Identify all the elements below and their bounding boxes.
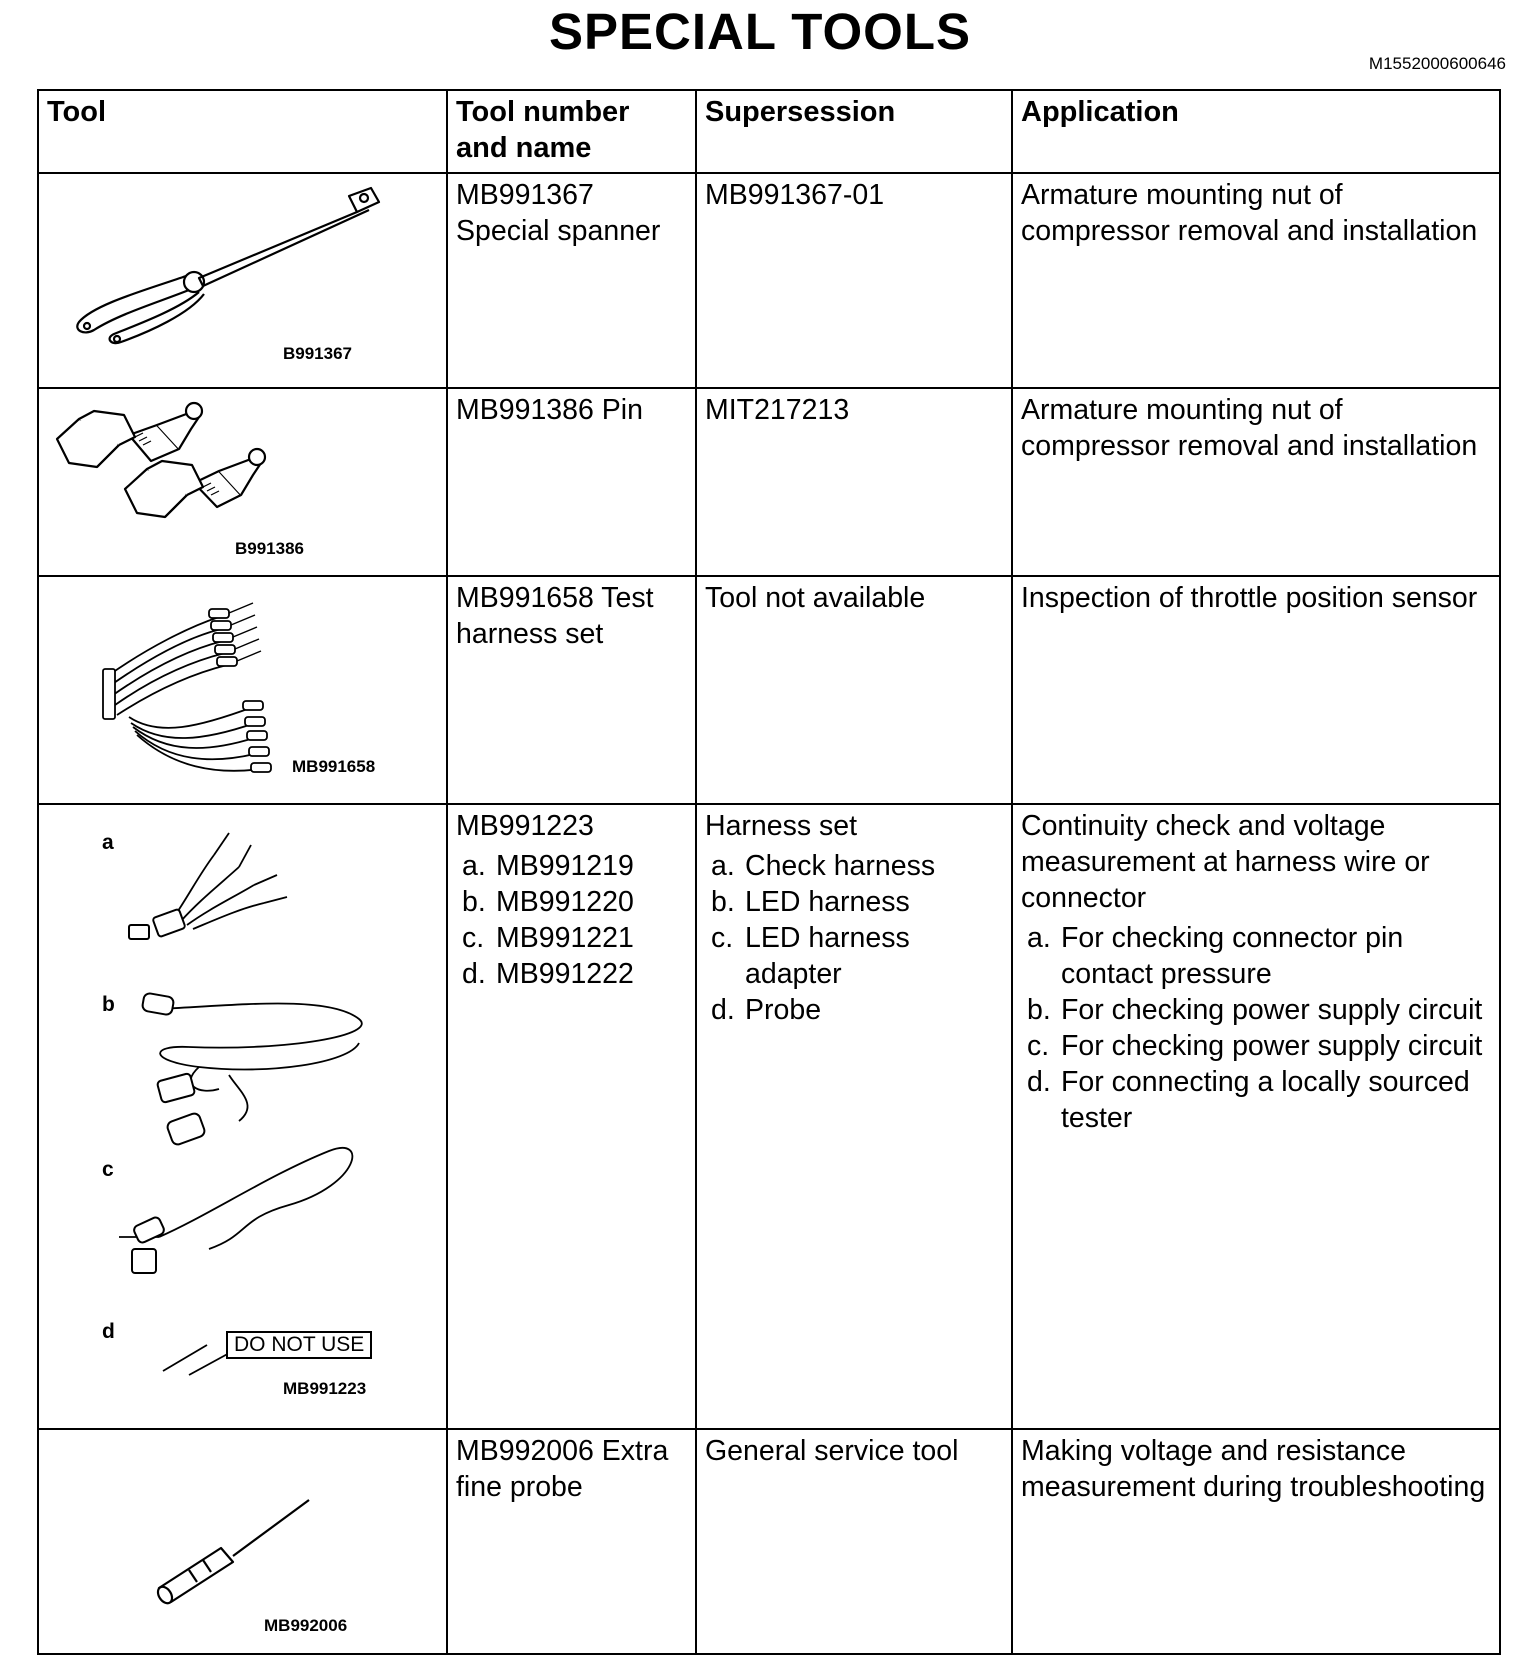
tool-image-cell: [38, 804, 447, 1429]
tool-supersession: MB991367-01: [696, 173, 1012, 388]
tool-image-cell: [38, 576, 447, 804]
tool-supersession: MIT217213: [696, 388, 1012, 576]
table-row: [38, 173, 1500, 388]
table-row: [38, 804, 1500, 1429]
document-id: M1552000600646: [1368, 54, 1506, 73]
tool-image-cell: [38, 388, 447, 576]
test-harness-illustration: [39, 577, 448, 805]
tool-number: MB991223: [456, 810, 594, 842]
list-item: d. MB991222: [462, 958, 634, 990]
list-item: b. MB991220: [462, 886, 634, 918]
list-item: c. MB991221: [462, 922, 634, 954]
tool-number-name: MB991658 Test harness set: [447, 576, 696, 804]
list-item: d. Probe: [711, 994, 822, 1026]
figure-label: MB992006: [264, 1616, 348, 1635]
list-item: b. For checking power supply circuit: [1027, 994, 1483, 1026]
figure-label: MB991223: [283, 1379, 367, 1398]
figure-label: B991386: [235, 539, 305, 558]
supersession-title: Harness set: [705, 810, 858, 842]
list-item: c. LED harness adapter: [711, 922, 910, 990]
list-item: a. Check harness: [711, 850, 936, 882]
page-title: SPECIAL TOOLS: [548, 3, 972, 60]
list-item: a. MB991219: [462, 850, 634, 882]
col-header-supersession: Supersession: [696, 90, 1012, 173]
table-row: [38, 1429, 1500, 1654]
figure-label: B991367: [283, 344, 353, 363]
tool-number-name: MB991386 Pin: [447, 388, 696, 576]
do-not-use-label: DO NOT USE: [226, 1331, 372, 1359]
table-row: [38, 388, 1500, 576]
tool-image-cell: [38, 1429, 447, 1654]
tool-supersession: [696, 804, 1012, 1429]
application-title: Continuity check and voltage measurement at harness wire or connector: [1021, 810, 1430, 914]
tool-number-name: [447, 804, 696, 1429]
tool-image-cell: [38, 173, 447, 388]
tool-application: Armature mounting nut of compressor removal and installation: [1012, 388, 1500, 576]
extra-fine-probe-illustration: [39, 1430, 448, 1655]
tool-application: Inspection of throttle position sensor: [1012, 576, 1500, 804]
tool-number-name: MB991367 Special spanner: [447, 173, 696, 388]
table-header-row: [38, 90, 1500, 173]
tool-supersession: General service tool: [696, 1429, 1012, 1654]
sub-label-b: b: [102, 993, 115, 1016]
tool-supersession: Tool not available: [696, 576, 1012, 804]
list-item: c. For checking power supply circuit: [1027, 1030, 1483, 1062]
tool-number-name: MB992006 Extra fine probe: [447, 1429, 696, 1654]
list-item: a. For checking connector pin contact pressure: [1027, 922, 1404, 990]
figure-label: MB991658: [292, 757, 376, 776]
col-header-tool: Tool: [38, 90, 447, 173]
sub-label-c: c: [102, 1158, 114, 1181]
tool-application: [1012, 804, 1500, 1429]
supersession-list: [705, 848, 1003, 1028]
table-row: [38, 576, 1500, 804]
application-list: [1021, 920, 1491, 1136]
list-item: b. LED harness: [711, 886, 910, 918]
special-tools-table: [37, 89, 1501, 1655]
special-spanner-illustration: [39, 174, 448, 389]
list-item: d. For connecting a locally sourced tester: [1027, 1066, 1470, 1134]
tool-application: Making voltage and resistance measurement during troubleshooting: [1012, 1429, 1500, 1654]
tool-number-list: [456, 848, 687, 992]
tool-application: Armature mounting nut of compressor removal and installation: [1012, 173, 1500, 388]
col-header-number-name: Tool number and name: [447, 90, 696, 173]
sub-label-a: a: [102, 831, 114, 854]
sub-label-d: d: [102, 1320, 115, 1343]
col-header-application: Application: [1012, 90, 1500, 173]
